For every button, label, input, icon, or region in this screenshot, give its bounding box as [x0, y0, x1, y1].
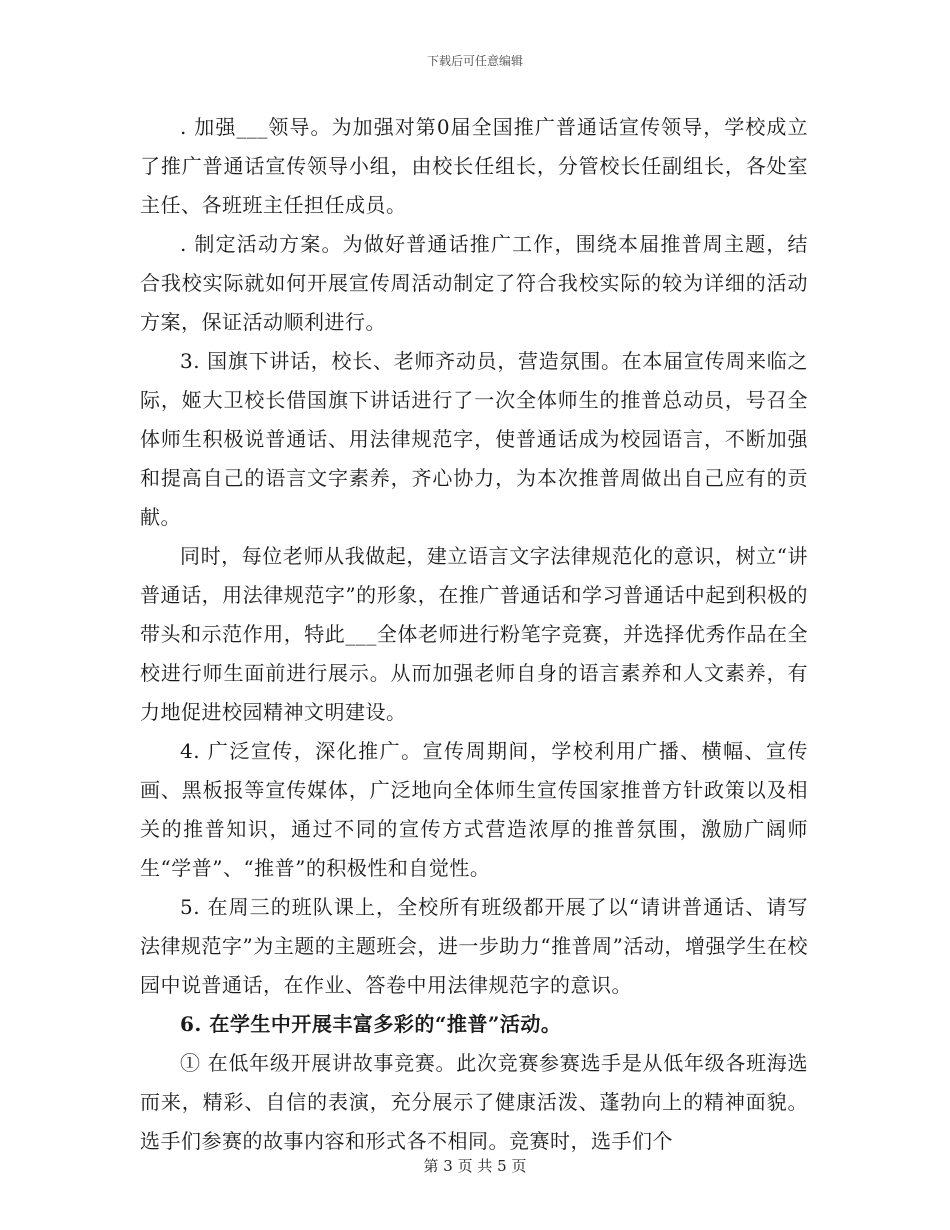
- page-header-note: 下载后可任意编辑: [426, 54, 523, 68]
- paragraph-publicity: 4. 广泛宣传，深化推广。宣传周期间，学校利用广播、横幅、宣传画、黑板报等宣传媒体，广泛地向全体师生宣传国家推普方针政策以及相关的推普知识，通过不同的宣传方式营造浓厚的推普氛围，激励广阔师生“学普”、“推普”的积极性和自觉性。: [140, 739, 808, 880]
- paragraph-teachers: 同时，每位老师从我做起，建立语言文字法律规范化的意识，树立“讲普通话，用法律规范字”的形象，在推广普通话和学习普通话中起到积极的带头和示范作用，特此___全体老师进行粉笔字竞赛，并选择优秀作品在全校进行师生面前进行展示。从而加强老师自身的语言素养和人文素养，有力地促进校园精神文明建设。: [140, 544, 808, 724]
- paragraph-flag-speech: 3. 国旗下讲话，校长、老师齐动员，营造氛围。在本届宣传周来临之际，姬大卫校长借国旗下讲话进行了一次全体师生的推普总动员，号召全体师生积极说普通话、用法律规范字，使普通话成为校园语言，不断加强和提高自己的语言文字素养，齐心协力，为本次推普周做出自己应有的贡献。: [140, 349, 808, 529]
- document-body: [140, 108, 808, 1161]
- page-number: 第 3 页 共 5 页: [423, 1157, 527, 1175]
- paragraph-student-activities-heading: 6. 在学生中开展丰富多彩的“推普”活动。: [180, 1012, 562, 1036]
- paragraph-leadership: . 加强___领导。为加强对第0届全国推广普通话宣传领导，学校成立了推广普通话宣传领导小组，由校长任组长，分管校长任副组长，各处室主任、各班班主任担任成员。: [140, 115, 808, 217]
- paragraph-activity-plan: . 制定活动方案。为做好普通话推广工作，围绕本届推普周主题，结合我校实际就如何开展宣传周活动制定了符合我校实际的较为详细的活动方案，保证活动顺利进行。: [140, 232, 808, 334]
- paragraph-story-contest: ① 在低年级开展讲故事竞赛。此次竞赛参赛选手是从低年级各班海选而来，精彩、自信的表演，充分展示了健康活泼、蓬勃向上的精神面貌。选手们参赛的故事内容和形式各不相同。竞赛时，选手们个: [140, 1051, 808, 1153]
- paragraph-class-meeting: 5. 在周三的班队课上，全校所有班级都开展了以“请讲普通话、请写法律规范字”为主题的主题班会，进一步助力“推普周”活动，增强学生在校园中说普通话，在作业、答卷中用法律规范字的意识。: [140, 895, 808, 997]
